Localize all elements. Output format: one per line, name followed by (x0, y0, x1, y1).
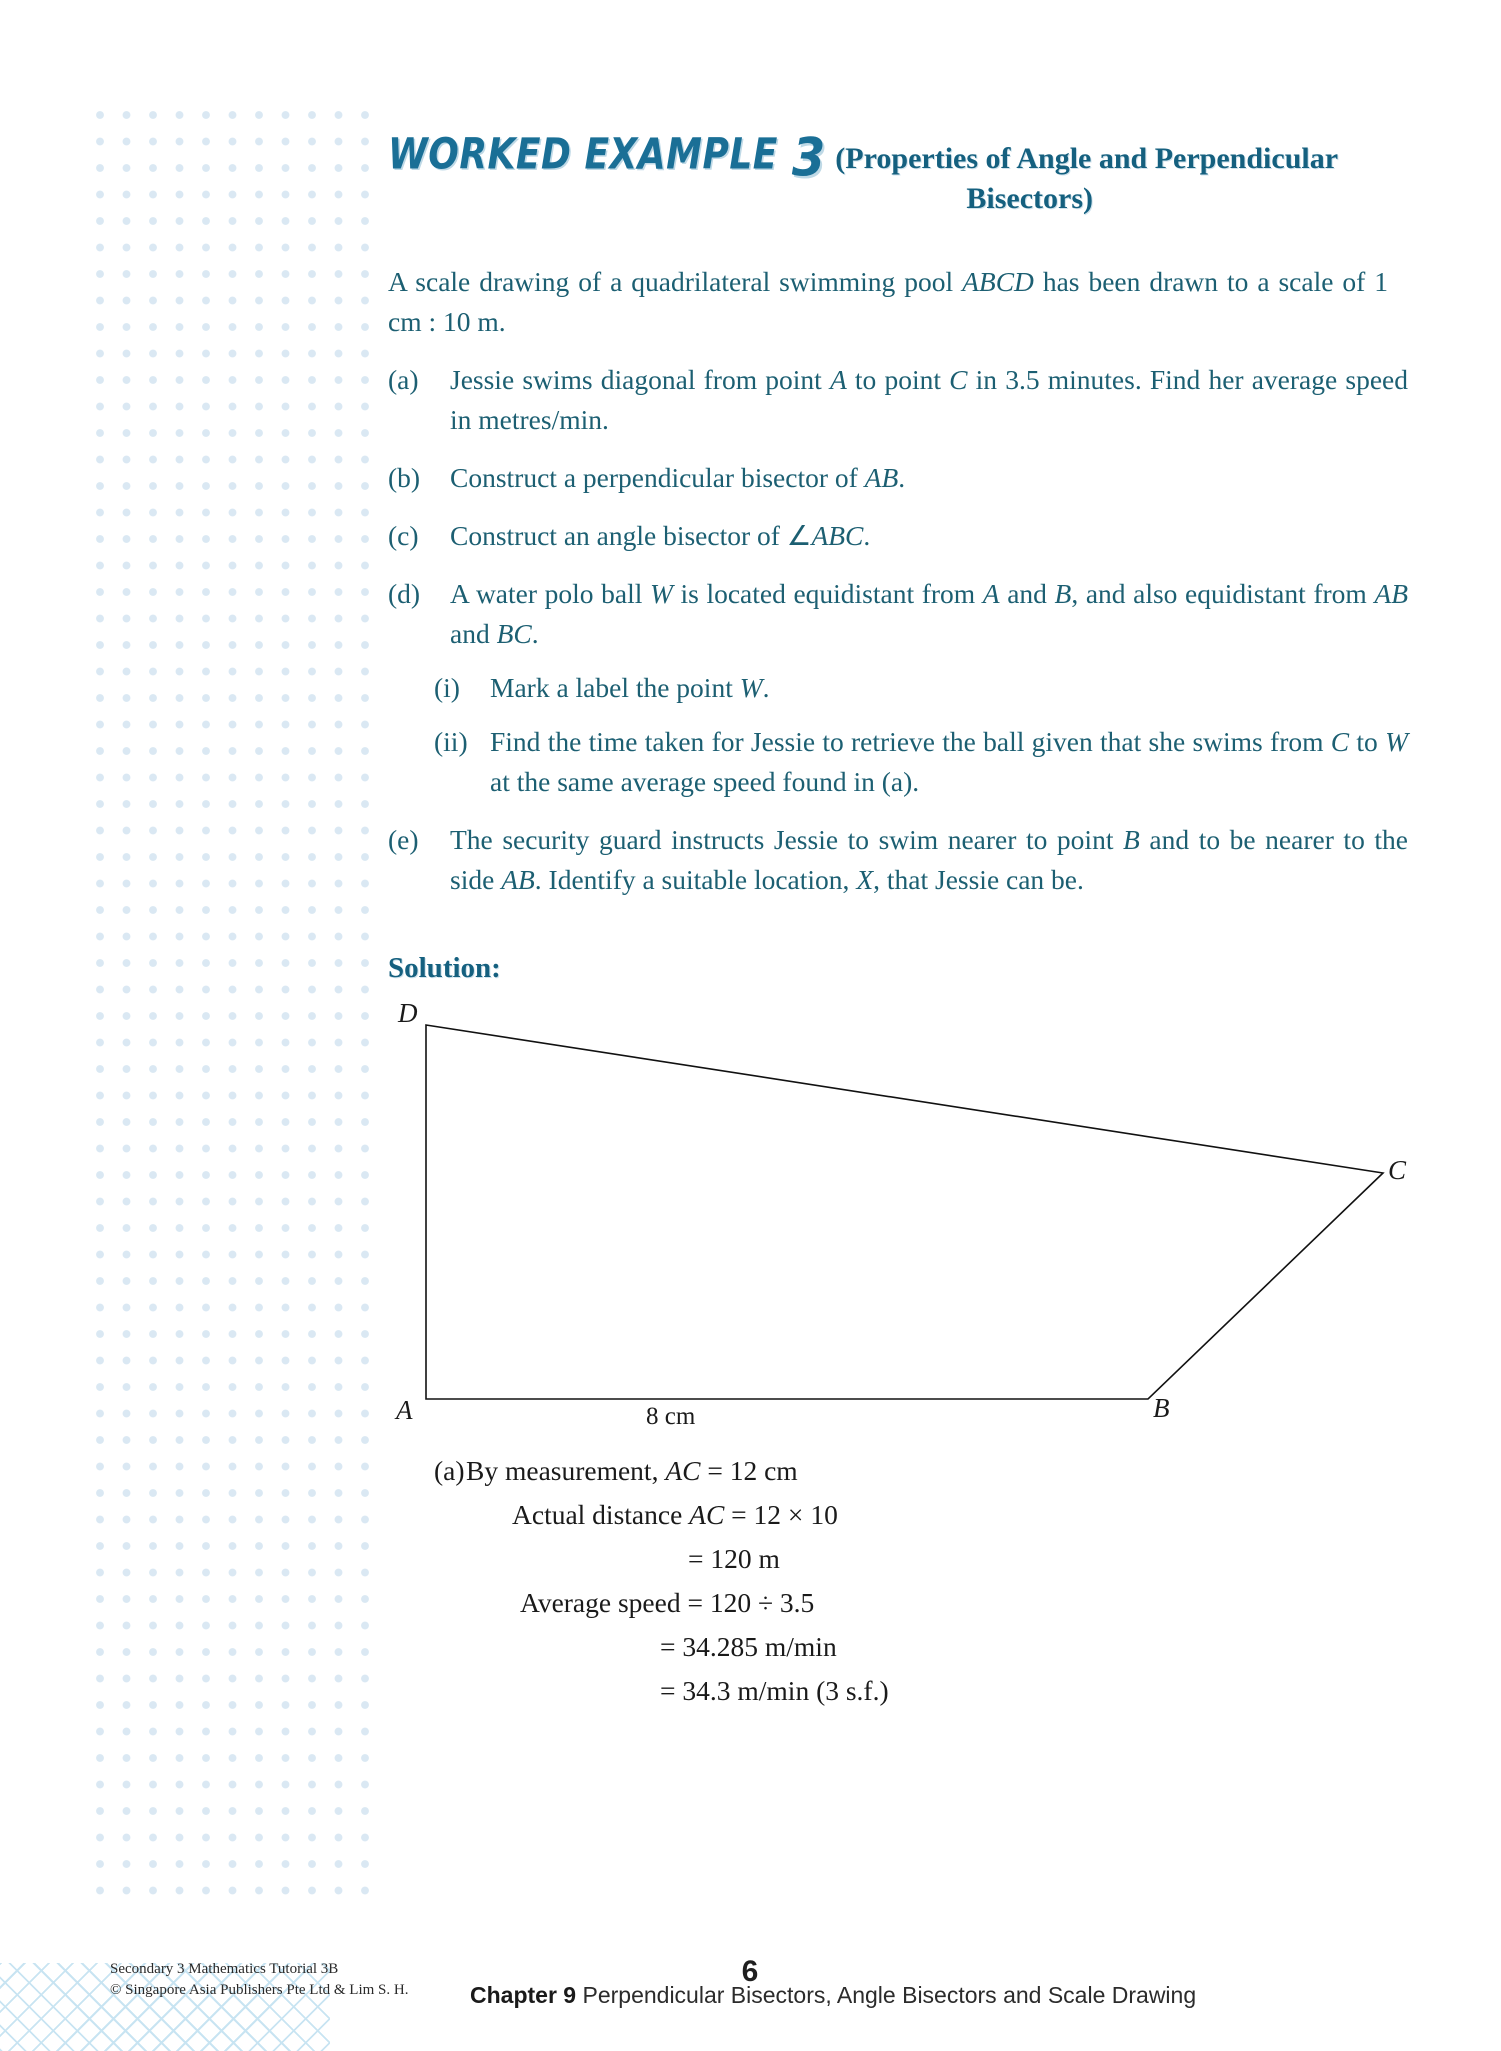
page-number: 6 (741, 1955, 759, 1988)
question-item-d (388, 574, 1408, 654)
page-footer (0, 1921, 1501, 2051)
question-text-c: Construct an angle bisector of ∠ABC. (450, 520, 871, 551)
question-subitem-d-i (434, 668, 1408, 708)
vertex-label-A: A (396, 1395, 413, 1425)
quadrilateral-svg (388, 995, 1408, 1415)
question-subtext-d-i: Mark a label the point W. (490, 672, 770, 703)
question-label-c: (c) (388, 520, 419, 551)
question-list (388, 360, 1408, 900)
question-sublabel-d-ii: (ii) (434, 726, 468, 757)
question-subitem-d-ii (434, 722, 1408, 802)
worked-example-header (388, 127, 1408, 240)
worked-example-number: 3 (791, 127, 826, 189)
worked-example-subtitle-line2: Bisectors) (966, 182, 1093, 215)
quadrilateral-shape (426, 1025, 1383, 1399)
vertex-label-D: D (398, 998, 418, 1028)
question-item-e (388, 820, 1408, 900)
question-item-c (388, 516, 1408, 556)
question-item-a (388, 360, 1408, 440)
footer-chapter-label: Chapter 9 (470, 1982, 577, 2008)
footer-book-line2: © Singapore Asia Publishers Pte Ltd & Lim S. H. (110, 1982, 409, 1998)
answer-line-6: = 34.3 m/min (3 s.f.) (660, 1675, 889, 1706)
footer-chapter-title: Perpendicular Bisectors, Angle Bisectors and Scale Drawing (582, 1982, 1197, 2008)
page-right-edge (1493, 0, 1501, 2051)
question-subtext-d-ii: Find the time taken for Jessie to retrieve the ball given that she swims from C to W at the same average speed found in (a). (490, 726, 1408, 797)
worked-example-subtitle-line1: (Properties of Angle and Perpendicular (835, 142, 1339, 175)
question-label-b: (b) (388, 462, 421, 493)
footer-book-line1: Secondary 3 Mathematics Tutorial 3B (110, 1961, 339, 1977)
footer-chapter (470, 1982, 1196, 2009)
worked-example-title: WORKED EXAMPLE (388, 130, 778, 179)
question-text-d: A water polo ball W is located equidistant from A and B, and also equidistant from AB and BC. (450, 578, 1408, 649)
question-text-e: The security guard instructs Jessie to swim nearer to point B and to be nearer to the side AB. Identify a suitable location, X, that Jessie can be. (450, 824, 1408, 895)
question-text-a: Jessie swims diagonal from point A to point C in 3.5 minutes. Find her average speed in metres/min. (450, 364, 1408, 435)
answer-row-1 (388, 1449, 1408, 1493)
question-label-e: (e) (388, 824, 419, 855)
intro-paragraph: A scale drawing of a quadrilateral swimming pool ABCD has been drawn to a scale of 1 cm : 10 m. (388, 266, 1388, 337)
question-label-d: (d) (388, 578, 421, 609)
answer-block (388, 1449, 1408, 1713)
footer-book-info (110, 1959, 408, 2001)
answer-line-5: = 34.285 m/min (660, 1631, 837, 1662)
answer-line-2: Actual distance AC = 12 × 10 (512, 1499, 838, 1530)
vertex-label-C: C (1388, 1155, 1407, 1185)
dimension-label-8cm: 8 cm (646, 1403, 696, 1430)
question-text-b: Construct a perpendicular bisector of AB. (450, 462, 906, 493)
question-sublabel-d-i: (i) (434, 672, 460, 703)
page-content (388, 127, 1408, 1713)
quadrilateral-diagram (388, 995, 1408, 1430)
solution-heading: Solution: (388, 952, 501, 984)
answer-line-1: By measurement, AC = 12 cm (466, 1455, 798, 1486)
question-label-a: (a) (388, 364, 419, 395)
vertex-label-B: B (1153, 1393, 1170, 1423)
answer-label-a: (a) (434, 1455, 465, 1486)
question-item-b (388, 458, 1408, 498)
answer-line-4: Average speed = 120 ÷ 3.5 (520, 1587, 815, 1618)
answer-line-3: = 120 m (688, 1543, 780, 1574)
decorative-dot-band (95, 110, 385, 1900)
